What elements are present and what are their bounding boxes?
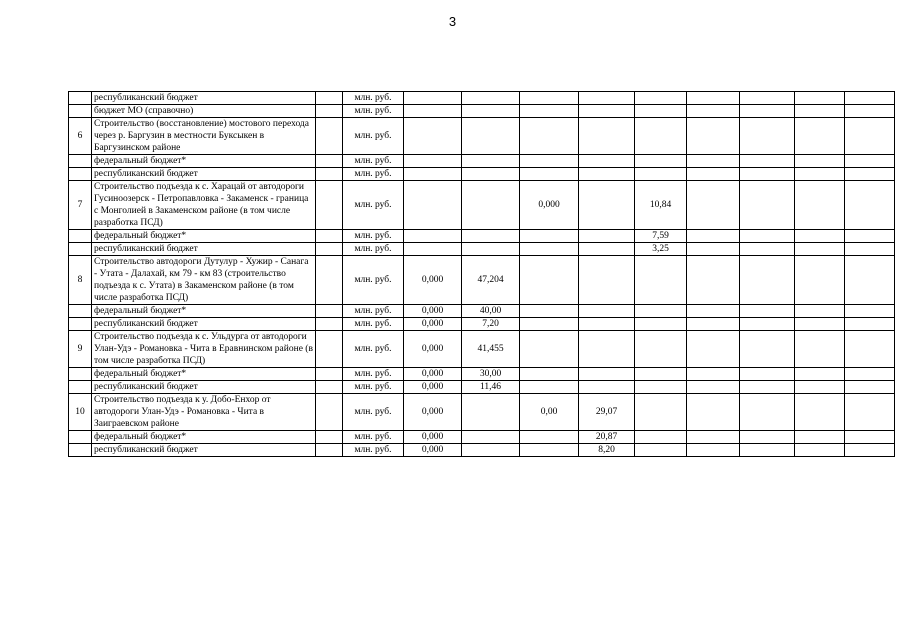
- empty-cell: [316, 381, 343, 394]
- value-cell: [579, 305, 635, 318]
- value-cell: [845, 368, 895, 381]
- value-cell: 0,000: [404, 381, 462, 394]
- value-cell: [687, 331, 740, 368]
- value-cell: [520, 305, 579, 318]
- value-cell: [845, 118, 895, 155]
- value-cell: [687, 168, 740, 181]
- row-description: федеральный бюджет*: [92, 368, 316, 381]
- value-cell: 8,20: [579, 444, 635, 457]
- value-cell: 40,00: [462, 305, 520, 318]
- table-row-funding: [69, 368, 895, 381]
- value-cell: [635, 394, 687, 431]
- row-unit: млн. руб.: [343, 381, 404, 394]
- row-unit: млн. руб.: [343, 444, 404, 457]
- row-description: федеральный бюджет*: [92, 305, 316, 318]
- row-description: бюджет МО (справочно): [92, 105, 316, 118]
- table-row-funding: [69, 155, 895, 168]
- value-cell: [635, 105, 687, 118]
- row-number: [69, 155, 92, 168]
- value-cell: [795, 381, 845, 394]
- value-cell: [635, 431, 687, 444]
- row-description: Строительство подъезда к у. Добо-Енхор от автодороги Улан-Удэ - Романовка - Чита в Заиграевском районе: [92, 394, 316, 431]
- value-cell: [845, 92, 895, 105]
- value-cell: [795, 368, 845, 381]
- empty-cell: [316, 444, 343, 457]
- value-cell: [462, 243, 520, 256]
- empty-cell: [316, 368, 343, 381]
- row-unit: млн. руб.: [343, 230, 404, 243]
- value-cell: [404, 92, 462, 105]
- row-number: [69, 230, 92, 243]
- table-row-item: [69, 256, 895, 305]
- row-number: [69, 444, 92, 457]
- value-cell: [462, 230, 520, 243]
- value-cell: [462, 431, 520, 444]
- row-number: 9: [69, 331, 92, 368]
- value-cell: [740, 305, 795, 318]
- value-cell: [845, 444, 895, 457]
- row-number: [69, 368, 92, 381]
- row-unit: млн. руб.: [343, 256, 404, 305]
- value-cell: [579, 230, 635, 243]
- page-number: 3: [448, 14, 457, 29]
- value-cell: 0,000: [520, 181, 579, 230]
- value-cell: [462, 394, 520, 431]
- table-row-item: [69, 394, 895, 431]
- value-cell: [520, 444, 579, 457]
- value-cell: 20,87: [579, 431, 635, 444]
- value-cell: [687, 155, 740, 168]
- value-cell: [404, 105, 462, 118]
- value-cell: [795, 118, 845, 155]
- value-cell: [462, 168, 520, 181]
- table-row-funding: [69, 92, 895, 105]
- row-unit: млн. руб.: [343, 243, 404, 256]
- row-number: [69, 243, 92, 256]
- value-cell: [579, 105, 635, 118]
- value-cell: [795, 105, 845, 118]
- value-cell: [795, 394, 845, 431]
- value-cell: [795, 444, 845, 457]
- value-cell: [740, 155, 795, 168]
- row-unit: млн. руб.: [343, 331, 404, 368]
- row-number: 6: [69, 118, 92, 155]
- table-row-funding: [69, 305, 895, 318]
- value-cell: [740, 368, 795, 381]
- value-cell: [579, 181, 635, 230]
- empty-cell: [316, 118, 343, 155]
- value-cell: [740, 318, 795, 331]
- value-cell: [404, 168, 462, 181]
- value-cell: 29,07: [579, 394, 635, 431]
- value-cell: [687, 381, 740, 394]
- value-cell: [635, 256, 687, 305]
- value-cell: [635, 155, 687, 168]
- row-number: [69, 318, 92, 331]
- table-row-funding: [69, 168, 895, 181]
- value-cell: [462, 444, 520, 457]
- row-number: 7: [69, 181, 92, 230]
- row-description: республиканский бюджет: [92, 243, 316, 256]
- value-cell: [579, 256, 635, 305]
- row-description: республиканский бюджет: [92, 318, 316, 331]
- value-cell: 47,204: [462, 256, 520, 305]
- row-unit: млн. руб.: [343, 92, 404, 105]
- row-number: [69, 305, 92, 318]
- row-unit: млн. руб.: [343, 368, 404, 381]
- value-cell: [579, 381, 635, 394]
- value-cell: [579, 243, 635, 256]
- row-description: Строительство подъезда к с. Ульдурга от автодороги Улан-Удэ - Романовка - Чита в Еравнинском районе (в том числе разработка ПСД): [92, 331, 316, 368]
- table-row-item: [69, 181, 895, 230]
- row-description: республиканский бюджет: [92, 168, 316, 181]
- value-cell: [404, 243, 462, 256]
- row-description: федеральный бюджет*: [92, 230, 316, 243]
- value-cell: [740, 105, 795, 118]
- row-number: [69, 381, 92, 394]
- value-cell: [520, 155, 579, 168]
- value-cell: [687, 444, 740, 457]
- value-cell: [740, 394, 795, 431]
- value-cell: [740, 331, 795, 368]
- row-description: республиканский бюджет: [92, 92, 316, 105]
- row-description: Строительство (восстановление) мостового перехода через р. Баргузин в местности Буксыкен в Баргузинском районе: [92, 118, 316, 155]
- empty-cell: [316, 181, 343, 230]
- table-row-funding: [69, 431, 895, 444]
- value-cell: [520, 381, 579, 394]
- row-unit: млн. руб.: [343, 155, 404, 168]
- value-cell: [635, 331, 687, 368]
- empty-cell: [316, 305, 343, 318]
- row-description: федеральный бюджет*: [92, 155, 316, 168]
- value-cell: [795, 243, 845, 256]
- value-cell: [795, 431, 845, 444]
- value-cell: 11,46: [462, 381, 520, 394]
- value-cell: [579, 168, 635, 181]
- empty-cell: [316, 243, 343, 256]
- value-cell: [845, 168, 895, 181]
- value-cell: [462, 155, 520, 168]
- value-cell: [795, 181, 845, 230]
- value-cell: [845, 181, 895, 230]
- value-cell: [740, 118, 795, 155]
- table-row-funding: [69, 230, 895, 243]
- table-row-funding: [69, 243, 895, 256]
- value-cell: 0,000: [404, 305, 462, 318]
- value-cell: [845, 230, 895, 243]
- value-cell: [687, 318, 740, 331]
- row-unit: млн. руб.: [343, 318, 404, 331]
- value-cell: [740, 181, 795, 230]
- value-cell: [520, 368, 579, 381]
- value-cell: 0,000: [404, 256, 462, 305]
- value-cell: 0,000: [404, 431, 462, 444]
- row-number: 10: [69, 394, 92, 431]
- table-body: [69, 92, 895, 457]
- value-cell: [520, 118, 579, 155]
- row-number: [69, 431, 92, 444]
- value-cell: 3,25: [635, 243, 687, 256]
- value-cell: [579, 331, 635, 368]
- empty-cell: [316, 256, 343, 305]
- row-description: федеральный бюджет*: [92, 431, 316, 444]
- value-cell: [845, 381, 895, 394]
- value-cell: [635, 92, 687, 105]
- value-cell: [845, 331, 895, 368]
- value-cell: [687, 243, 740, 256]
- row-unit: млн. руб.: [343, 105, 404, 118]
- value-cell: [635, 168, 687, 181]
- value-cell: [635, 318, 687, 331]
- row-number: 8: [69, 256, 92, 305]
- budget-table: [68, 91, 895, 457]
- value-cell: [462, 118, 520, 155]
- value-cell: 30,00: [462, 368, 520, 381]
- value-cell: [795, 168, 845, 181]
- value-cell: [740, 243, 795, 256]
- value-cell: [579, 92, 635, 105]
- row-unit: млн. руб.: [343, 181, 404, 230]
- value-cell: [579, 318, 635, 331]
- table-row-funding: [69, 318, 895, 331]
- value-cell: [635, 381, 687, 394]
- value-cell: [687, 305, 740, 318]
- value-cell: [687, 431, 740, 444]
- value-cell: 0,000: [404, 318, 462, 331]
- row-unit: млн. руб.: [343, 305, 404, 318]
- empty-cell: [316, 431, 343, 444]
- value-cell: [795, 256, 845, 305]
- row-number: [69, 105, 92, 118]
- value-cell: [404, 230, 462, 243]
- value-cell: [687, 105, 740, 118]
- row-description: республиканский бюджет: [92, 381, 316, 394]
- row-unit: млн. руб.: [343, 118, 404, 155]
- value-cell: [687, 256, 740, 305]
- value-cell: 7,20: [462, 318, 520, 331]
- value-cell: [462, 92, 520, 105]
- empty-cell: [316, 105, 343, 118]
- value-cell: [520, 256, 579, 305]
- value-cell: [579, 368, 635, 381]
- value-cell: [795, 331, 845, 368]
- table-row-funding: [69, 381, 895, 394]
- table-row-item: [69, 331, 895, 368]
- row-number: [69, 92, 92, 105]
- value-cell: [520, 230, 579, 243]
- value-cell: [520, 168, 579, 181]
- value-cell: [795, 155, 845, 168]
- empty-cell: [316, 155, 343, 168]
- value-cell: [687, 230, 740, 243]
- value-cell: [462, 181, 520, 230]
- row-unit: млн. руб.: [343, 168, 404, 181]
- value-cell: [520, 331, 579, 368]
- value-cell: [740, 92, 795, 105]
- value-cell: [635, 444, 687, 457]
- value-cell: [635, 368, 687, 381]
- value-cell: [635, 118, 687, 155]
- value-cell: 0,000: [404, 368, 462, 381]
- value-cell: [795, 305, 845, 318]
- empty-cell: [316, 318, 343, 331]
- value-cell: [687, 118, 740, 155]
- value-cell: [687, 368, 740, 381]
- value-cell: [404, 181, 462, 230]
- value-cell: [845, 431, 895, 444]
- value-cell: [845, 105, 895, 118]
- value-cell: [845, 256, 895, 305]
- row-description: Строительство подъезда к с. Харацай от автодороги Гусиноозерск - Петропавловка - Закаменск - граница с Монголией в Закаменском районе (в том числе разработка ПСД): [92, 181, 316, 230]
- value-cell: [520, 92, 579, 105]
- value-cell: [845, 394, 895, 431]
- row-number: [69, 168, 92, 181]
- value-cell: [520, 431, 579, 444]
- empty-cell: [316, 394, 343, 431]
- value-cell: [520, 318, 579, 331]
- row-description: республиканский бюджет: [92, 444, 316, 457]
- value-cell: 0,000: [404, 331, 462, 368]
- value-cell: [740, 381, 795, 394]
- value-cell: [740, 444, 795, 457]
- value-cell: [404, 155, 462, 168]
- row-description: Строительство автодороги Дутулур - Хужир - Санага - Утата - Далахай, км 79 - км 83 (строительство подъезда к с. Утата) в Закаменском районе (в том числе разработка ПСД): [92, 256, 316, 305]
- empty-cell: [316, 230, 343, 243]
- value-cell: [579, 155, 635, 168]
- row-unit: млн. руб.: [343, 431, 404, 444]
- value-cell: 7,59: [635, 230, 687, 243]
- value-cell: [845, 155, 895, 168]
- value-cell: [795, 318, 845, 331]
- empty-cell: [316, 168, 343, 181]
- value-cell: [845, 243, 895, 256]
- value-cell: [740, 168, 795, 181]
- value-cell: [740, 256, 795, 305]
- value-cell: [740, 230, 795, 243]
- value-cell: [845, 318, 895, 331]
- value-cell: [687, 181, 740, 230]
- value-cell: [520, 105, 579, 118]
- value-cell: 0,000: [404, 444, 462, 457]
- table-row-funding: [69, 105, 895, 118]
- value-cell: [404, 118, 462, 155]
- empty-cell: [316, 331, 343, 368]
- value-cell: [740, 431, 795, 444]
- value-cell: [687, 394, 740, 431]
- table-row-funding: [69, 444, 895, 457]
- value-cell: [635, 305, 687, 318]
- value-cell: 10,84: [635, 181, 687, 230]
- empty-cell: [316, 92, 343, 105]
- value-cell: 0,000: [404, 394, 462, 431]
- value-cell: [845, 305, 895, 318]
- value-cell: 0,00: [520, 394, 579, 431]
- value-cell: [462, 105, 520, 118]
- value-cell: [687, 92, 740, 105]
- table-row-item: [69, 118, 895, 155]
- value-cell: [795, 92, 845, 105]
- row-unit: млн. руб.: [343, 394, 404, 431]
- value-cell: [520, 243, 579, 256]
- value-cell: [795, 230, 845, 243]
- value-cell: [579, 118, 635, 155]
- value-cell: 41,455: [462, 331, 520, 368]
